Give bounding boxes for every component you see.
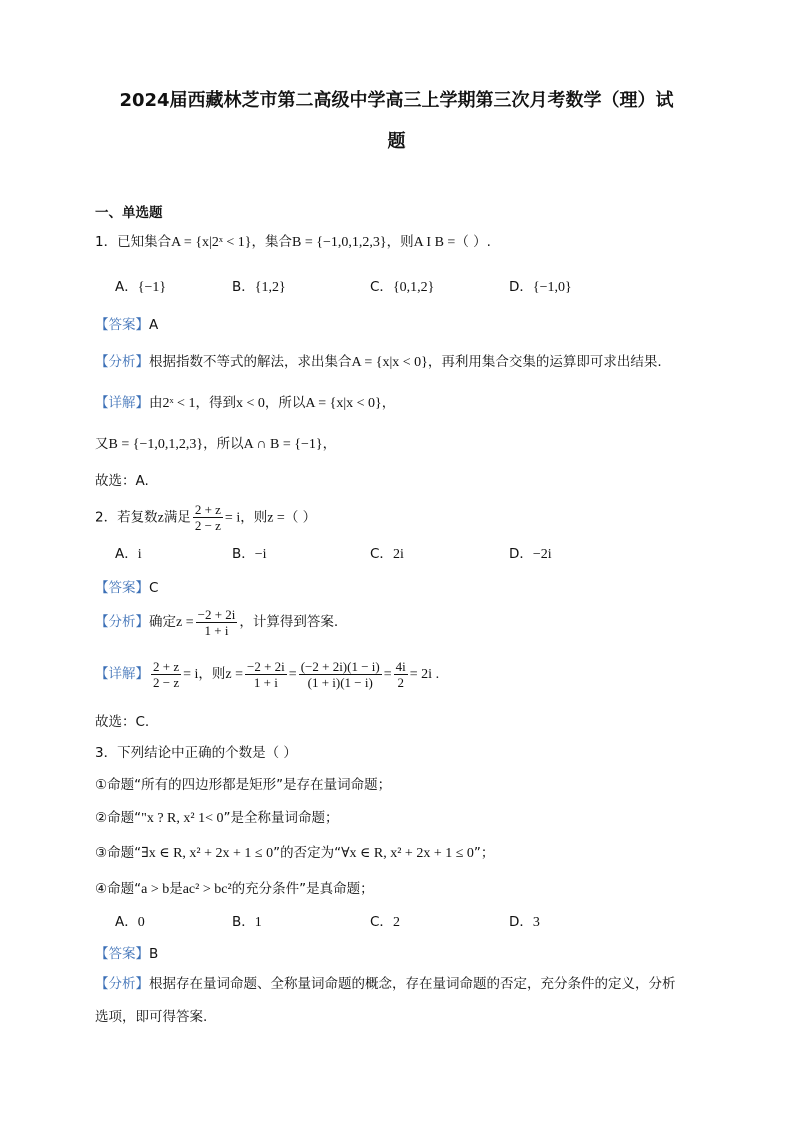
q3-statement-1: ①命题“所有的四边形都是矩形”是存在量词命题； <box>95 777 392 793</box>
q3-analysis-line1: 【分析】根据存在量词命题、全称量词命题的概念，存在量词命题的否定，充分条件的定义，分析 <box>95 976 676 992</box>
q1-analysis: 【分析】根据指数不等式的解法，求出集合A = {x|x < 0}，再利用集合交集的运算即可求出结果. <box>95 354 662 370</box>
q2-option-d: D．−2i <box>509 546 552 562</box>
q1-option-c: C．{0,1,2} <box>370 279 435 295</box>
q1-detail-2: 又B = {−1,0,1,2,3}，所以A ∩ B = {−1}， <box>95 436 337 452</box>
q1-choose: 故选：A. <box>95 473 149 489</box>
q1-detail: 【详解】由2ˣ < 1，得到x < 0，所以A = {x|x < 0}， <box>95 395 396 411</box>
q3-option-c: C．2 <box>370 914 400 930</box>
q2-option-b: B．−i <box>232 546 267 562</box>
q2-analysis: 【分析】确定z = $\frac{-2 + 2i}{1 + i}$ ，计算得到答案. <box>95 606 339 638</box>
q3-statement-4: ④命题“a > b是ac² > bc²的充分条件”是真命题； <box>95 881 374 897</box>
q2-option-a: A．i <box>115 546 142 562</box>
q1-option-d: D．{−1,0} <box>509 279 572 295</box>
q3-answer: 【答案】B <box>95 946 159 962</box>
q1-stem: 1．已知集合A = {x|2ˣ < 1}，集合B = {−1,0,1,2,3}，则A I B =（ ）. <box>95 234 491 250</box>
q3-option-b: B．1 <box>232 914 262 930</box>
q3-stem: 3．下列结论中正确的个数是（ ） <box>95 745 297 761</box>
q2-choose: 故选：C. <box>95 714 150 730</box>
q1-option-b: B．{1,2} <box>232 279 286 295</box>
q1-cap: A I B = <box>413 235 456 250</box>
q1-setA: A = {x|2ˣ < 1} <box>171 235 252 250</box>
q1-setB: B = {−1,0,1,2,3} <box>292 235 387 250</box>
q3-option-d: D．3 <box>509 914 540 930</box>
q2-option-c: C．2i <box>370 546 404 562</box>
q2-detail: 【详解】 $\frac{2 + z}{2 - z}$ = i，则z = $\frac{-2 + 2i}{1 + i}$ = $\frac{(-2 + 2i)(1 - i)}{(1 + i)(1 - i)}$ = $\frac{4i}{2}$ = 2i . <box>95 658 440 690</box>
q3-statement-3: ③命题“∃x ∈ R, x² + 2x + 1 ≤ 0”的否定为“∀x ∈ R, x² + 2x + 1 ≤ 0”； <box>95 845 495 861</box>
doc-title-line2: 题 <box>387 131 406 152</box>
section-heading: 一、单选题 <box>95 205 163 221</box>
q2-fraction: $\frac{2 + z}{2 - z}$ <box>194 502 221 533</box>
q3-statement-2: ②命题“"x ? R, x² 1< 0”是全称量词命题； <box>95 810 339 826</box>
q2-answer: 【答案】C <box>95 580 159 596</box>
q3-analysis-line2: 选项，即可得答案. <box>95 1009 208 1025</box>
q1-answer: 【答案】A <box>95 317 159 333</box>
q2-stem: 2．若复数z满足 $\frac{2 + z}{2 - z}$ = i，则z =（ ） <box>95 502 317 533</box>
q1-option-a: A．{−1} <box>115 279 167 295</box>
doc-title-line1: 2024届西藏林芝市第二高级中学高三上学期第三次月考数学（理）试 <box>119 90 674 111</box>
q3-option-a: A．0 <box>115 914 145 930</box>
